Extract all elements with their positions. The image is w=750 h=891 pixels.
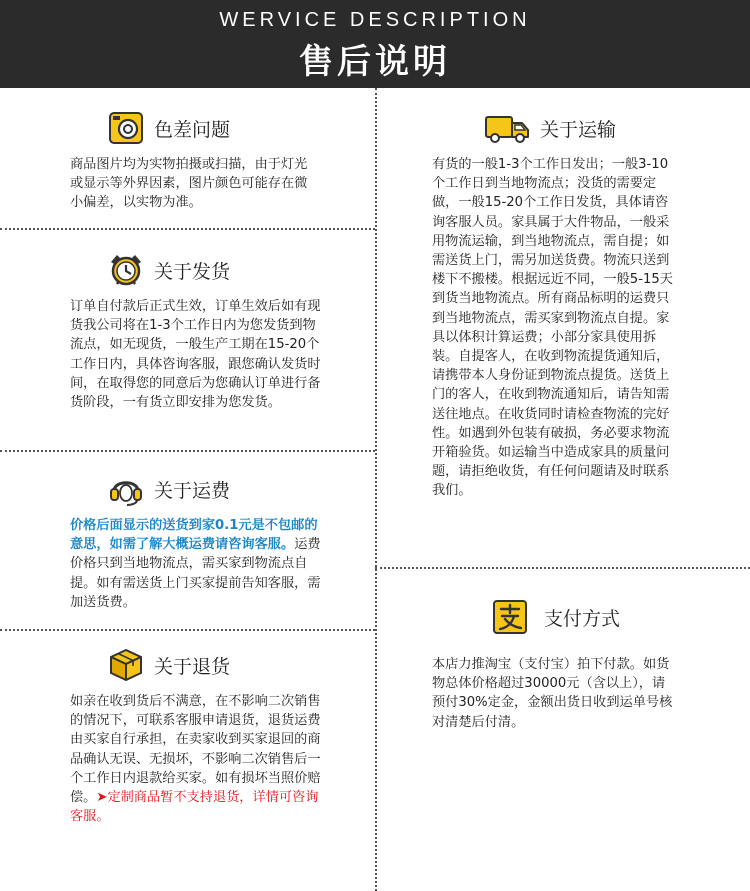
section-returns-body bbox=[70, 692, 323, 826]
section-payment-text: 本店力推淘宝（支付宝）拍下付款。如货物总体价格超过30000元（含以上），请预付30%定金，金额出货日收到运单号核对清楚后付清。 bbox=[432, 657, 673, 730]
section-payment-title: 支付方式 bbox=[544, 607, 621, 630]
section-shipping-fee-body bbox=[70, 516, 323, 612]
section-transport-text: 有货的一般1-3个工作日发出；一般3-10个工作日到当地物流点；没货的需要定做，一般15-20个工作日发货，具体请咨询客服人员。家具属于大件物品，一般采用物流运输，到当地物流点，需自提；如需送货上门，需另加送货费。物流只送到楼下不搬楼。根据远近不同，一般5-15天到货当地物流点。所有商品标明的运费只到当地物流点，需买家到物流点自提。家具以体积计算运费；小部分家具使用拆装。自提客人，在收到物流提货通知后，请携带本人身份证到物流点提货。送货上门的客人，在收到物流通知后，请告知需送往地点。在收货同时请检查物流的完好性。如遇到外包装有破损，务必要求物流开箱验货。如运输当中造成家具的质量问题，请拒绝收货，有任何问题请及时联系我们。 bbox=[432, 157, 673, 499]
headset-icon bbox=[108, 471, 144, 507]
returns-warning: 定制商品暂不支持退货，详情可咨询客服。 bbox=[70, 790, 319, 825]
header-banner bbox=[0, 0, 750, 88]
box-icon bbox=[108, 647, 144, 683]
section-delivery-heading bbox=[108, 252, 230, 288]
arrow-right-icon: ➤ bbox=[96, 790, 108, 806]
section-color-diff-heading bbox=[108, 110, 230, 146]
divider-right-1 bbox=[375, 567, 750, 569]
section-payment-heading bbox=[492, 599, 620, 635]
alarm-clock-icon bbox=[108, 252, 144, 288]
section-returns-heading bbox=[108, 647, 230, 683]
truck-icon bbox=[484, 110, 530, 146]
section-transport-title: 关于运输 bbox=[540, 118, 617, 141]
section-color-diff-title: 色差问题 bbox=[154, 118, 231, 141]
camera-icon bbox=[108, 110, 144, 146]
returns-text: 如亲在收到货后不满意，在不影响二次销售的情况下，可联系客服申请退货，退货运费由买家自行承担，在卖家收到买家退回的商品确认无误、无损坏，不影响二次销售后一个工作日内退款给买家。如有损坏当照价赔偿。 bbox=[70, 694, 321, 806]
section-returns-title: 关于退货 bbox=[154, 655, 231, 678]
divider-left-3 bbox=[0, 629, 375, 631]
section-transport-heading bbox=[484, 110, 616, 146]
section-delivery-text: 订单自付款后正式生效，订单生效后如有现货我公司将在1-3个工作日内为您发货到物流点，如无现货，一般生产工期在15-20个工作日内，具体咨询客服，跟您确认发货时间，在取得您的同意后为您确认订单进行备货阶段，一有货立即安排为您发货。 bbox=[70, 299, 321, 411]
payment-icon bbox=[492, 599, 528, 635]
divider-left-2 bbox=[0, 450, 375, 452]
section-delivery-title: 关于发货 bbox=[154, 260, 231, 283]
section-shipping-fee-heading bbox=[108, 471, 230, 507]
divider-left-1 bbox=[0, 228, 375, 230]
header-title-en: WERVICE DESCRIPTION bbox=[219, 9, 531, 31]
header-title-cn: 售后说明 bbox=[299, 42, 451, 82]
shipping-fee-text: 运费价格只到当地物流点，需买家到物流点自提。如有需送货上门买家提前告知客服，需加送货费。 bbox=[70, 537, 321, 610]
shipping-fee-highlight: 价格后面显示的送货到家0.1元是不包邮的意思，如需了解大概运费请咨询客服。 bbox=[70, 518, 318, 553]
center-divider bbox=[375, 88, 377, 891]
section-color-diff-text: 商品图片均为实物拍摄或扫描，由于灯光或显示等外界因素，图片颜色可能存在微小偏差，以实物为准。 bbox=[70, 157, 308, 211]
section-shipping-fee-title: 关于运费 bbox=[154, 479, 231, 502]
